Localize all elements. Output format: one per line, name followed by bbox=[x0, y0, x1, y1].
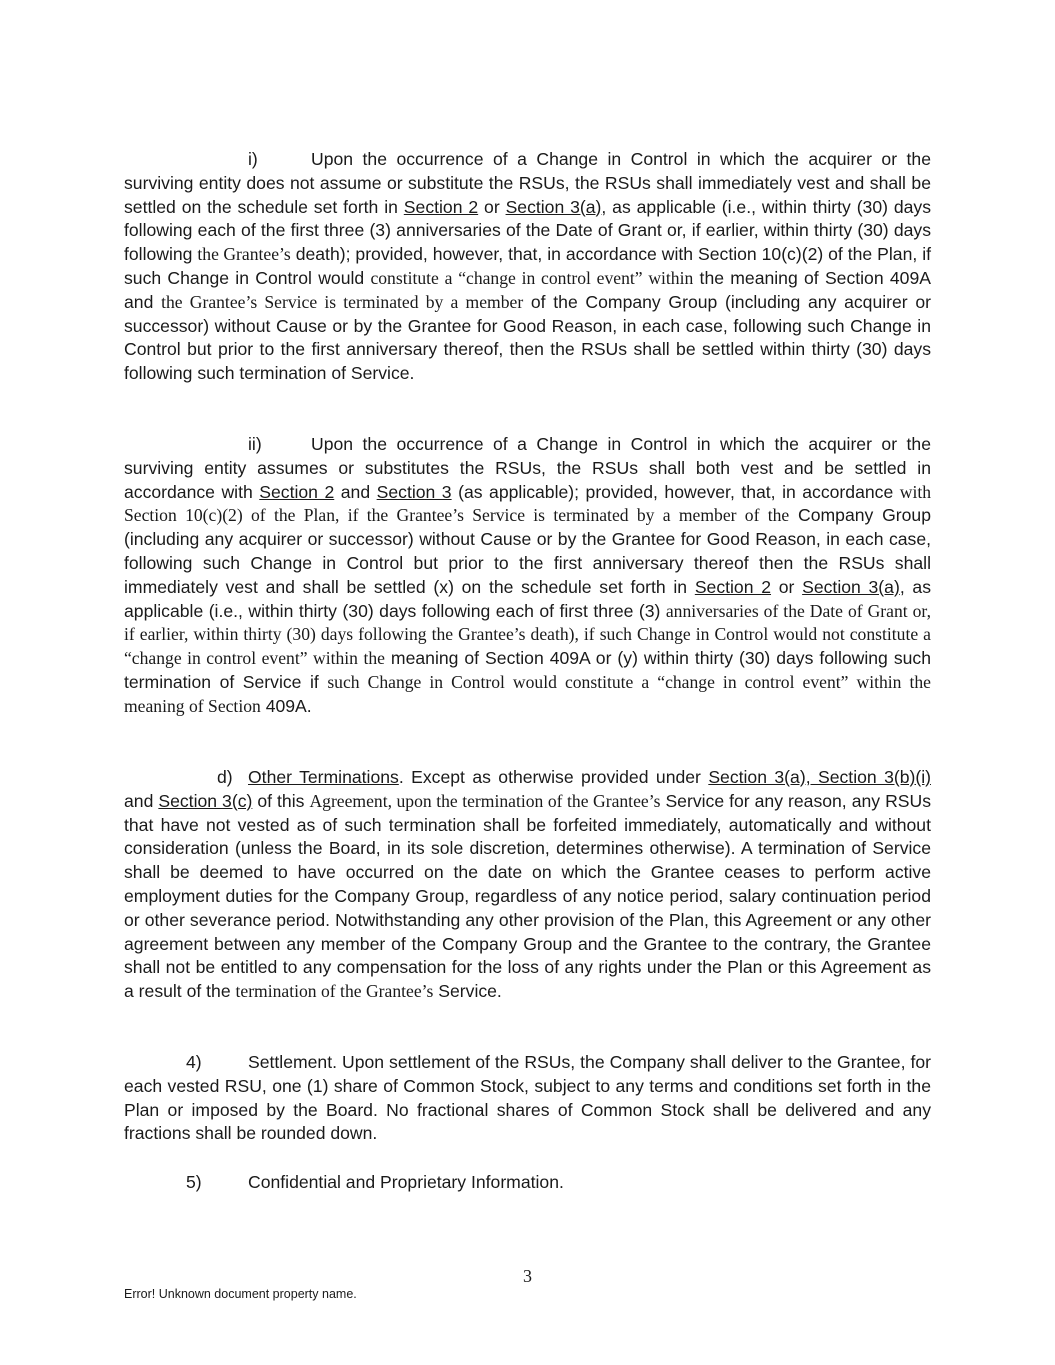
section-5-heading bbox=[186, 1171, 564, 1194]
section-reference: Section 3(a) bbox=[802, 576, 900, 597]
section-heading: Settlement bbox=[248, 1052, 333, 1072]
section-reference: Section 3(a), Section 3(b)(i) bbox=[708, 767, 931, 787]
section-reference: Section 2 bbox=[403, 196, 479, 217]
section-reference: Section 2 bbox=[259, 481, 335, 502]
paragraph-settlement: 4) Settlement. Upon settlement of the RSUs, the Company shall deliver to the Grantee, for each vested RSU, one (1) share of Common Stock, subject to any terms and conditions set forth in the Plan or imposed by the Board. No fractional shares of Common Stock shall be delivered and any fractions shall be rounded down. bbox=[124, 1052, 931, 1144]
section-heading: Confidential and Proprietary Information. bbox=[248, 1172, 564, 1192]
section-heading: Other Terminations bbox=[248, 767, 399, 787]
list-marker: 5) bbox=[186, 1172, 202, 1192]
footer-note: Error! Unknown document property name. bbox=[124, 1287, 357, 1301]
paragraph-other-terminations: d) Other Terminations. Except as otherwise provided under Section 3(a), Section 3(b)(i) and Section 3(c) of this Agreement, upon the termination of the Grantee’s Service for any reason, any RSUs that have not vested as of such termination shall be forfeited immediately, automatically and without consideration (unless the Board, in its sole discretion, determines otherwise). A termination of Service shall be deemed to have occurred on the date on which the Grantee ceases to perform active employment duties for the Company Group, regardless of any notice period, salary continuation period or other severance period. Notwithstanding any other provision of the Plan, this Agreement or any other agreement between any member of the Company Group and the Grantee to the contrary, the Grantee shall not be entitled to any compensation for the loss of any rights under the Plan or this Agreement as a result of the termination of the Grantee’s Service. bbox=[124, 767, 932, 1002]
section-reference: Section 3(a) bbox=[505, 196, 602, 217]
paragraph-change-in-control-ii: ii) Upon the occurrence of a Change in Control in which the acquirer or the surviving entity assumes or substitutes the RSUs, the RSUs shall both vest and be settled in accordance with Section 2 and Section 3 (as applicable); provided, however, that, in accordance with Section 10(c)(2) of the Plan, if the Grantee’s Service is terminated by a member of the Company Group (including any acquirer or successor) without Cause or by the Grantee for Good Reason, in each case, following such Change in Control but prior to the first anniversary thereof then the RSUs shall immediately vest and shall be settled (x) on the schedule set forth in Section 2 or Section 3(a), as applicable (i.e., within thirty (30) days following each of first three (3) anniversaries of the Date of Grant or, if earlier, within thirty (30) days following the Grantee’s death), if such Change in Control would not constitute a “change in control event” within the meaning of Section 409A or (y) within thirty (30) days following such termination of Service if such Change in Control would constitute a “change in control event” within the meaning of Section 409A. bbox=[124, 434, 932, 716]
section-reference: Section 3 bbox=[376, 481, 452, 502]
paragraph-change-in-control-i: i) Upon the occurrence of a Change in Control in which the acquirer or the surviving entity does not assume or substitute the RSUs, the RSUs shall immediately vest and shall be settled on the schedule set forth in Section 2 or Section 3(a), as applicable (i.e., within thirty (30) days following each of the first three (3) anniversaries of the Date of Grant or, if earlier, within thirty (30) days following the Grantee’s death); provided, however, that, in accordance with Section 10(c)(2) of the Plan, if such Change in Control would constitute a “change in control event” within the meaning of Section 409A and the Grantee’s Service is terminated by a member of the Company Group (including any acquirer or successor) without Cause or by the Grantee for Good Reason, in each case, following such Change in Control but prior to the first anniversary thereof, then the RSUs shall be settled within thirty (30) days following such termination of Service. bbox=[124, 149, 932, 384]
list-marker: ii) bbox=[248, 434, 262, 454]
page-number: 3 bbox=[523, 1266, 532, 1286]
list-marker: d) bbox=[217, 767, 233, 787]
list-marker: i) bbox=[248, 149, 258, 169]
section-reference: Section 3(c) bbox=[158, 790, 253, 811]
section-reference: Section 2 bbox=[694, 576, 772, 597]
list-marker: 4) bbox=[186, 1052, 202, 1072]
